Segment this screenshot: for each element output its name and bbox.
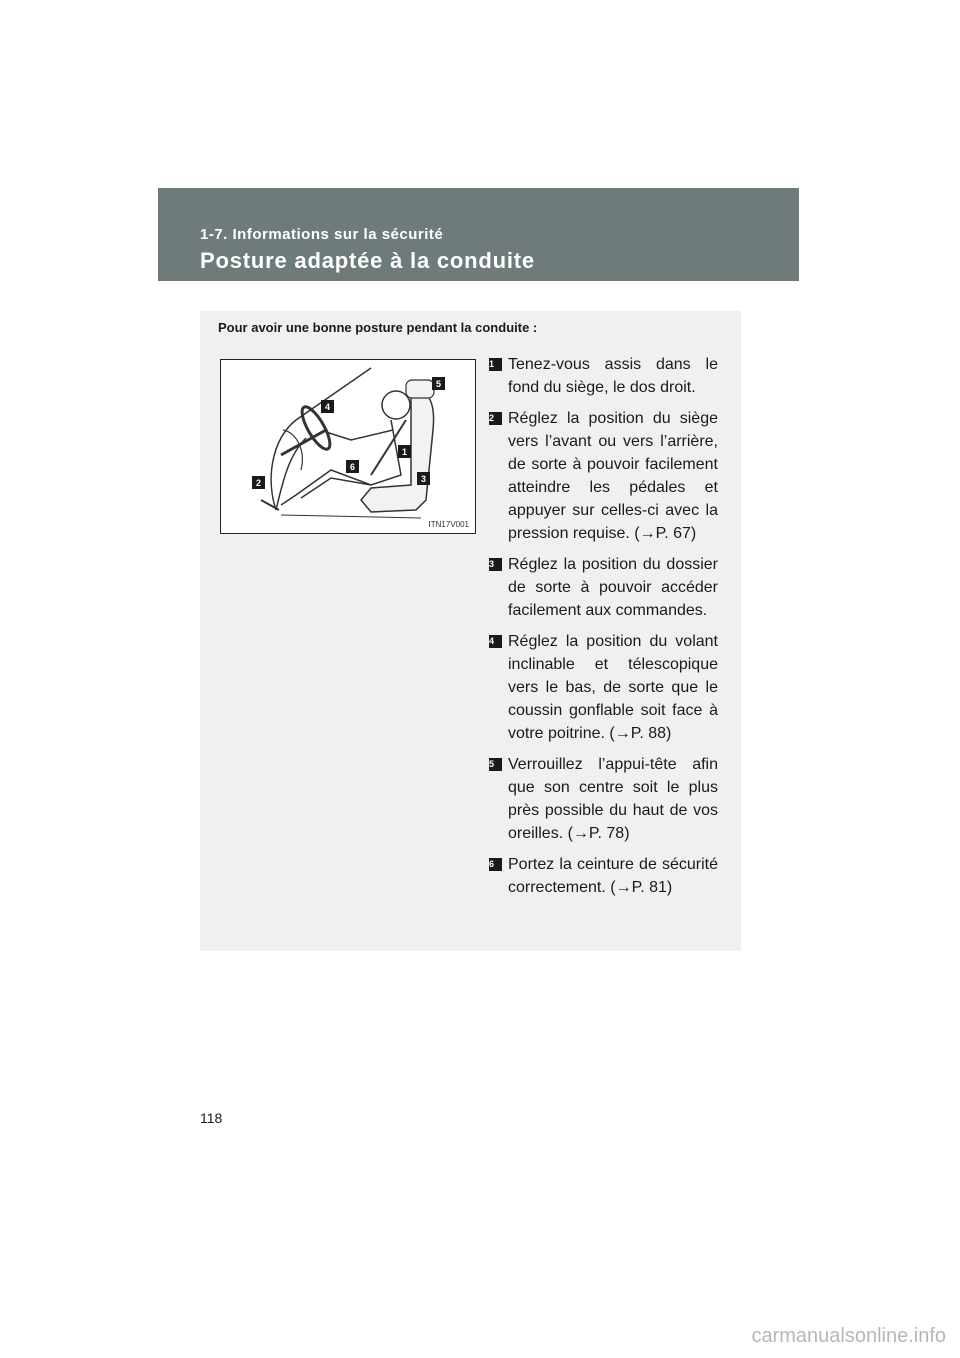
driver-leg bbox=[281, 470, 371, 505]
step-item bbox=[489, 630, 718, 745]
step-text: Réglez la position du dossier de sorte à pouvoir accéder facilement aux commandes. bbox=[508, 556, 718, 619]
driver-arm bbox=[326, 430, 393, 440]
step-text: Portez la ceinture de sécurité correctement. (→P. 81) bbox=[508, 856, 718, 896]
section-header bbox=[158, 188, 799, 281]
figure-code: ITN17V001 bbox=[428, 520, 469, 529]
step-item bbox=[489, 407, 718, 545]
step-number: 6 bbox=[489, 858, 502, 871]
step-item bbox=[489, 553, 718, 622]
callout-5 bbox=[432, 377, 445, 390]
step-number: 4 bbox=[489, 635, 502, 648]
section-label: 1-7. Informations sur la sécurité bbox=[200, 226, 444, 243]
intro-text: Pour avoir une bonne posture pendant la conduite : bbox=[218, 320, 538, 335]
step-item bbox=[489, 853, 718, 899]
step-text: Verrouillez l’appui-tête afin que son centre soit le plus près possible du haut de vos oreilles. (→P. 78) bbox=[508, 756, 718, 842]
callout-4-label: 4 bbox=[324, 402, 331, 412]
page-title: Posture adaptée à la conduite bbox=[200, 248, 535, 273]
driver-head bbox=[382, 391, 410, 419]
step-number: 2 bbox=[489, 412, 502, 425]
step-number: 3 bbox=[489, 558, 502, 571]
page-number: 118 bbox=[200, 1110, 223, 1126]
pedal bbox=[261, 500, 279, 510]
step-text: Réglez la position du siège vers l’avant ou vers l’arrière, de sorte à pouvoir facilement atteindre les pédales et appuyer sur celles-ci avec la pression requise. (→P. 67) bbox=[508, 410, 718, 542]
step-item bbox=[489, 353, 718, 399]
step-number: 1 bbox=[489, 358, 502, 371]
floor-line bbox=[281, 515, 421, 518]
callout-6 bbox=[346, 460, 359, 473]
callout-5-label: 5 bbox=[435, 379, 442, 389]
posture-drawing bbox=[221, 360, 475, 533]
step-text: Réglez la position du volant inclinable et télescopique vers le bas, de sorte que le coussin gonflable soit face à votre poitrine. (→P. 88) bbox=[508, 633, 718, 742]
callout-1 bbox=[398, 445, 411, 458]
driving-posture-illustration bbox=[220, 359, 476, 534]
posture-steps bbox=[489, 353, 718, 907]
callout-2-label: 2 bbox=[255, 478, 262, 488]
callout-1-label: 1 bbox=[401, 447, 408, 457]
callout-3-label: 3 bbox=[420, 474, 427, 484]
watermark: carmanualsonline.info bbox=[751, 1325, 946, 1347]
step-number: 5 bbox=[489, 758, 502, 771]
callout-2 bbox=[252, 476, 265, 489]
headrest bbox=[406, 380, 434, 398]
callout-3 bbox=[417, 472, 430, 485]
steering-column bbox=[281, 430, 326, 455]
content-panel bbox=[200, 311, 741, 951]
callout-4 bbox=[321, 400, 334, 413]
step-text: Tenez-vous assis dans le fond du siège, le dos droit. bbox=[508, 356, 718, 396]
step-item bbox=[489, 753, 718, 845]
callout-6-label: 6 bbox=[349, 462, 356, 472]
